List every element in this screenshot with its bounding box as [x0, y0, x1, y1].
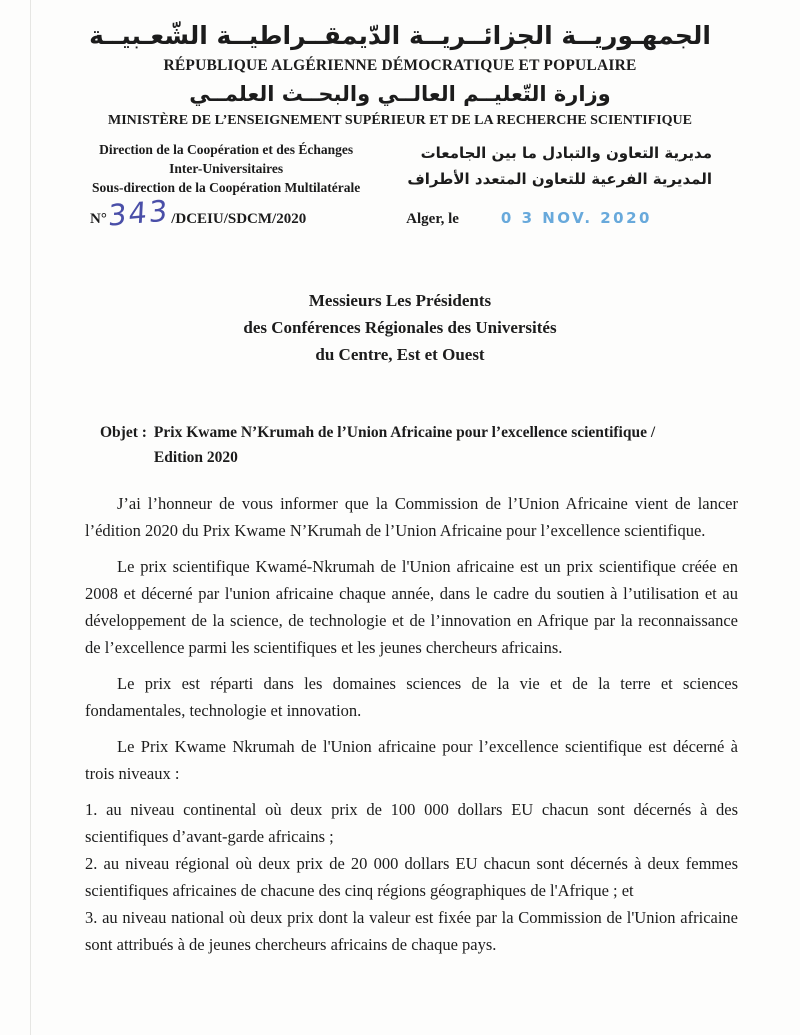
paragraph: Le prix scientifique Kwamé-Nkrumah de l'Union africaine est un prix scientifique créée en 2008 et décerné par l'union africaine chaque année, dans le cadre du soutien à l’utilisation et au développement de la science, de technologie et de l’innovation en Afrique par la reconnaissance de l’excellence parmi les scientifiques et les jeunes chercheurs africains.: [85, 557, 738, 657]
addressee-line1: Messieurs Les Présidents: [308, 291, 492, 310]
addressee-line3: du Centre, Est et Ouest: [315, 345, 485, 364]
department-french-line2: Inter-Universitaires: [169, 161, 284, 176]
ministry-title-french: MINISTÈRE DE L’ENSEIGNEMENT SUPÉRIEUR ET DE LA RECHERCHE SCIENTIFIQUE: [107, 113, 692, 128]
department-french-line3: Sous-direction de la Coopération Multilatérale: [92, 180, 361, 195]
reference-number: [90, 193, 307, 233]
republic-title-french: RÉPUBLIQUE ALGÉRIENNE DÉMOCRATIQUE ET POPULAIRE: [163, 57, 637, 74]
date-block: [406, 209, 652, 228]
letterhead: [0, 0, 800, 132]
handwritten-number: 343: [107, 193, 170, 233]
paragraph: J’ai l’honneur de vous informer que la Commission de l’Union Africaine vient de lancer l’édition 2020 du Prix Kwame N’Krumah de l’Union Africaine pour l’excellence scientifique.: [85, 494, 738, 540]
reference-number-suffix: /DCEIU/SDCM/2020: [171, 211, 307, 227]
department-arabic-line1: مديرية التعاون والتبادل ما بين الجامعات: [420, 144, 712, 162]
department-arabic: [407, 140, 712, 192]
ministry-title-arabic: وزارة التّعليــم العالــي والبحــث العلمــي: [189, 82, 611, 106]
paragraph: Le prix est réparti dans les domaines sciences de la vie et de la terre et sciences fondamentales, technologie et innovation.: [85, 674, 738, 720]
date-stamp: 0 3 NOV. 2020: [500, 209, 652, 227]
subject-text: [154, 420, 655, 470]
place-label: Alger, le: [406, 211, 459, 227]
republic-title-arabic: الجمهـوريــة الجزائــريــة الدّيمقــراطيــة الشّعـبيــة: [89, 21, 711, 50]
letter-body: [85, 490, 738, 958]
addressee-line2: des Conférences Régionales des Universités: [243, 318, 557, 337]
reference-row: [0, 193, 800, 243]
subject-line2: Edition 2020: [153, 449, 238, 466]
list-item-national: 3. au niveau national où deux prix dont la valeur est fixée par la Commission de l'Union africaine sont attribués à de jeunes chercheurs africains de chaque pays.: [85, 908, 738, 954]
paragraph: Le Prix Kwame Nkrumah de l'Union africaine pour l’excellence scientifique est décerné à trois niveaux :: [85, 737, 738, 783]
scan-edge-line: [30, 0, 31, 1035]
subject-label: Objet :: [100, 424, 147, 441]
department-french-line1: Direction de la Coopération et des Échanges: [99, 142, 354, 157]
addressee-block: [0, 287, 800, 368]
reference-number-prefix: N°: [90, 211, 107, 227]
subject-block: [100, 420, 740, 470]
department-arabic-line2: المديرية الفرعية للتعاون المتعدد الأطراف: [407, 170, 712, 188]
department-french: [92, 140, 360, 197]
list-item-continental: 1. au niveau continental où deux prix de 100 000 dollars EU chacun sont décernés à des scientifiques d’avant-garde africains ;: [85, 800, 738, 846]
list-item-regional: 2. au niveau régional où deux prix de 20 000 dollars EU chacun sont décernés à deux femmes scientifiques africaines de chacune des cinq régions géographiques de l'Afrique ; et: [85, 854, 738, 900]
subject-line1: Prix Kwame N’Krumah de l’Union Africaine pour l’excellence scientifique /: [153, 424, 656, 441]
department-block: [0, 132, 800, 197]
